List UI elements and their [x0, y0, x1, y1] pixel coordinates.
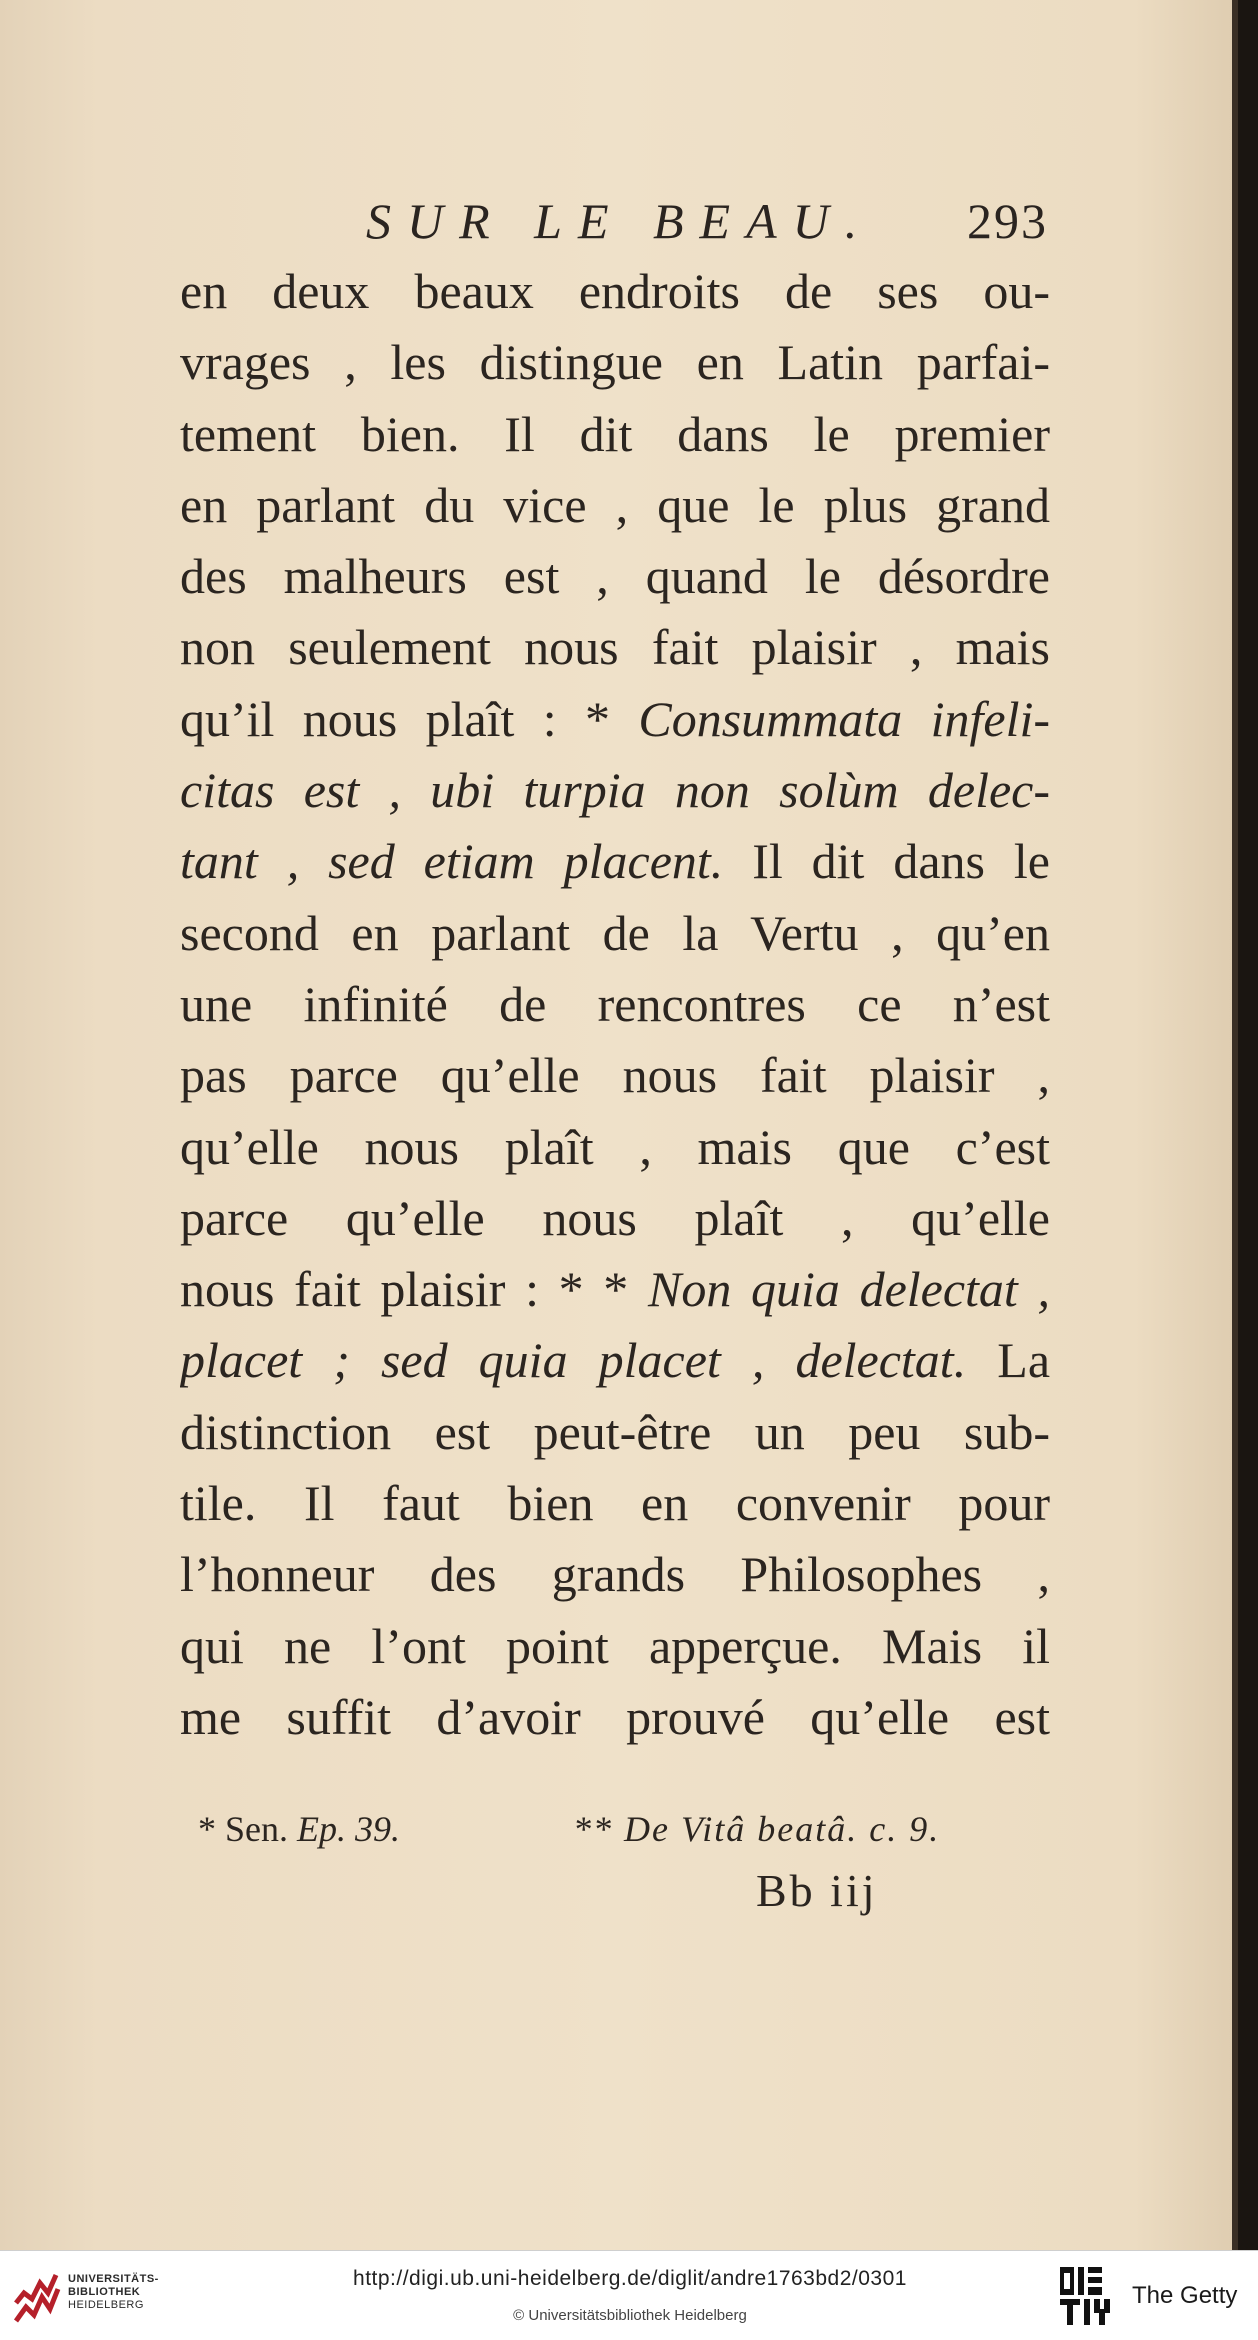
- library-name-line: BIBLIOTHEK: [68, 2286, 141, 2298]
- signature-mark: Bb iij: [756, 1865, 878, 1916]
- text-line: non seulement nous fait plaisir , mais: [180, 619, 1050, 676]
- copyright-notice: © Universitätsbibliothek Heidelberg: [513, 2307, 747, 2324]
- permalink[interactable]: http://digi.ub.uni-heidelberg.de/diglit/andre1763bd2/0301: [353, 2267, 907, 2290]
- text-line: des malheurs est , quand le désordre: [180, 548, 1050, 605]
- text-roman: nous fait plaisir : * *: [180, 1261, 629, 1318]
- text-line: [180, 826, 1050, 897]
- digitization-footer: [0, 2250, 1258, 2340]
- latin-quote: Non quia delectat ,: [647, 1261, 1050, 1318]
- text-line: [180, 1254, 1050, 1325]
- getty-logo-icon[interactable]: [1058, 2265, 1114, 2327]
- footnote-2: ** De Vitâ beatâ. c. 9.: [573, 1809, 941, 1849]
- text-line: parce qu’elle nous plaît , qu’elle: [180, 1189, 1050, 1246]
- library-name-line: UNIVERSITÄTS-: [68, 2273, 159, 2285]
- latin-quote: tant , sed etiam placent.: [180, 833, 724, 890]
- text-line: qu’elle nous plaît , mais que c’est: [180, 1118, 1050, 1175]
- latin-quote-line: citas est , ubi turpia non solùm delec-: [180, 762, 1050, 819]
- text-roman: La: [997, 1332, 1050, 1389]
- latin-quote: Consummata infeli-: [638, 690, 1050, 747]
- text-line: une infinité de rencontres ce n’est: [180, 975, 1050, 1032]
- text-line: l’honneur des grands Philosophes ,: [180, 1546, 1050, 1603]
- page-header: [180, 192, 1050, 262]
- text-line: tement bien. Il dit dans le premier: [180, 405, 1050, 462]
- library-name: [68, 2273, 159, 2312]
- text-line: tile. Il faut bien en convenir pour: [180, 1475, 1050, 1532]
- text-line: [180, 684, 1050, 755]
- partner-name: The Getty: [1132, 2282, 1238, 2309]
- footnotes: [198, 1808, 978, 1858]
- text-line: second en parlant de la Vertu , qu’en: [180, 904, 1050, 961]
- body-text: [180, 256, 1050, 1753]
- text-roman: Il dit dans le: [752, 833, 1050, 890]
- running-title: SUR LE BEAU.: [366, 193, 874, 249]
- text-line: distinction est peut-être un peu sub-: [180, 1403, 1050, 1460]
- text-line: en parlant du vice , que le plus grand: [180, 476, 1050, 533]
- text-line: pas parce qu’elle nous fait plaisir ,: [180, 1047, 1050, 1104]
- ub-heidelberg-logo-icon[interactable]: [12, 2267, 62, 2325]
- text-line: [180, 1325, 1050, 1396]
- latin-quote: placet ; sed quia placet , delectat.: [180, 1332, 967, 1389]
- footnote-1: [198, 1808, 400, 1850]
- page-number: 293: [967, 193, 1048, 249]
- footnote-1-mark: * Sen.: [198, 1809, 288, 1849]
- text-line: vrages , les distingue en Latin parfai-: [180, 334, 1050, 391]
- text-line: en deux beaux endroits de ses ou-: [180, 263, 1050, 319]
- text-roman: qu’il nous plaît : *: [180, 690, 610, 747]
- text-line: me suffit d’avoir prouvé qu’elle est: [180, 1688, 1050, 1745]
- library-name-line: HEIDELBERG: [68, 2299, 144, 2311]
- footnote-1-reference: Ep. 39.: [297, 1809, 400, 1849]
- text-line: qui ne l’ont point apperçue. Mais il: [180, 1617, 1050, 1674]
